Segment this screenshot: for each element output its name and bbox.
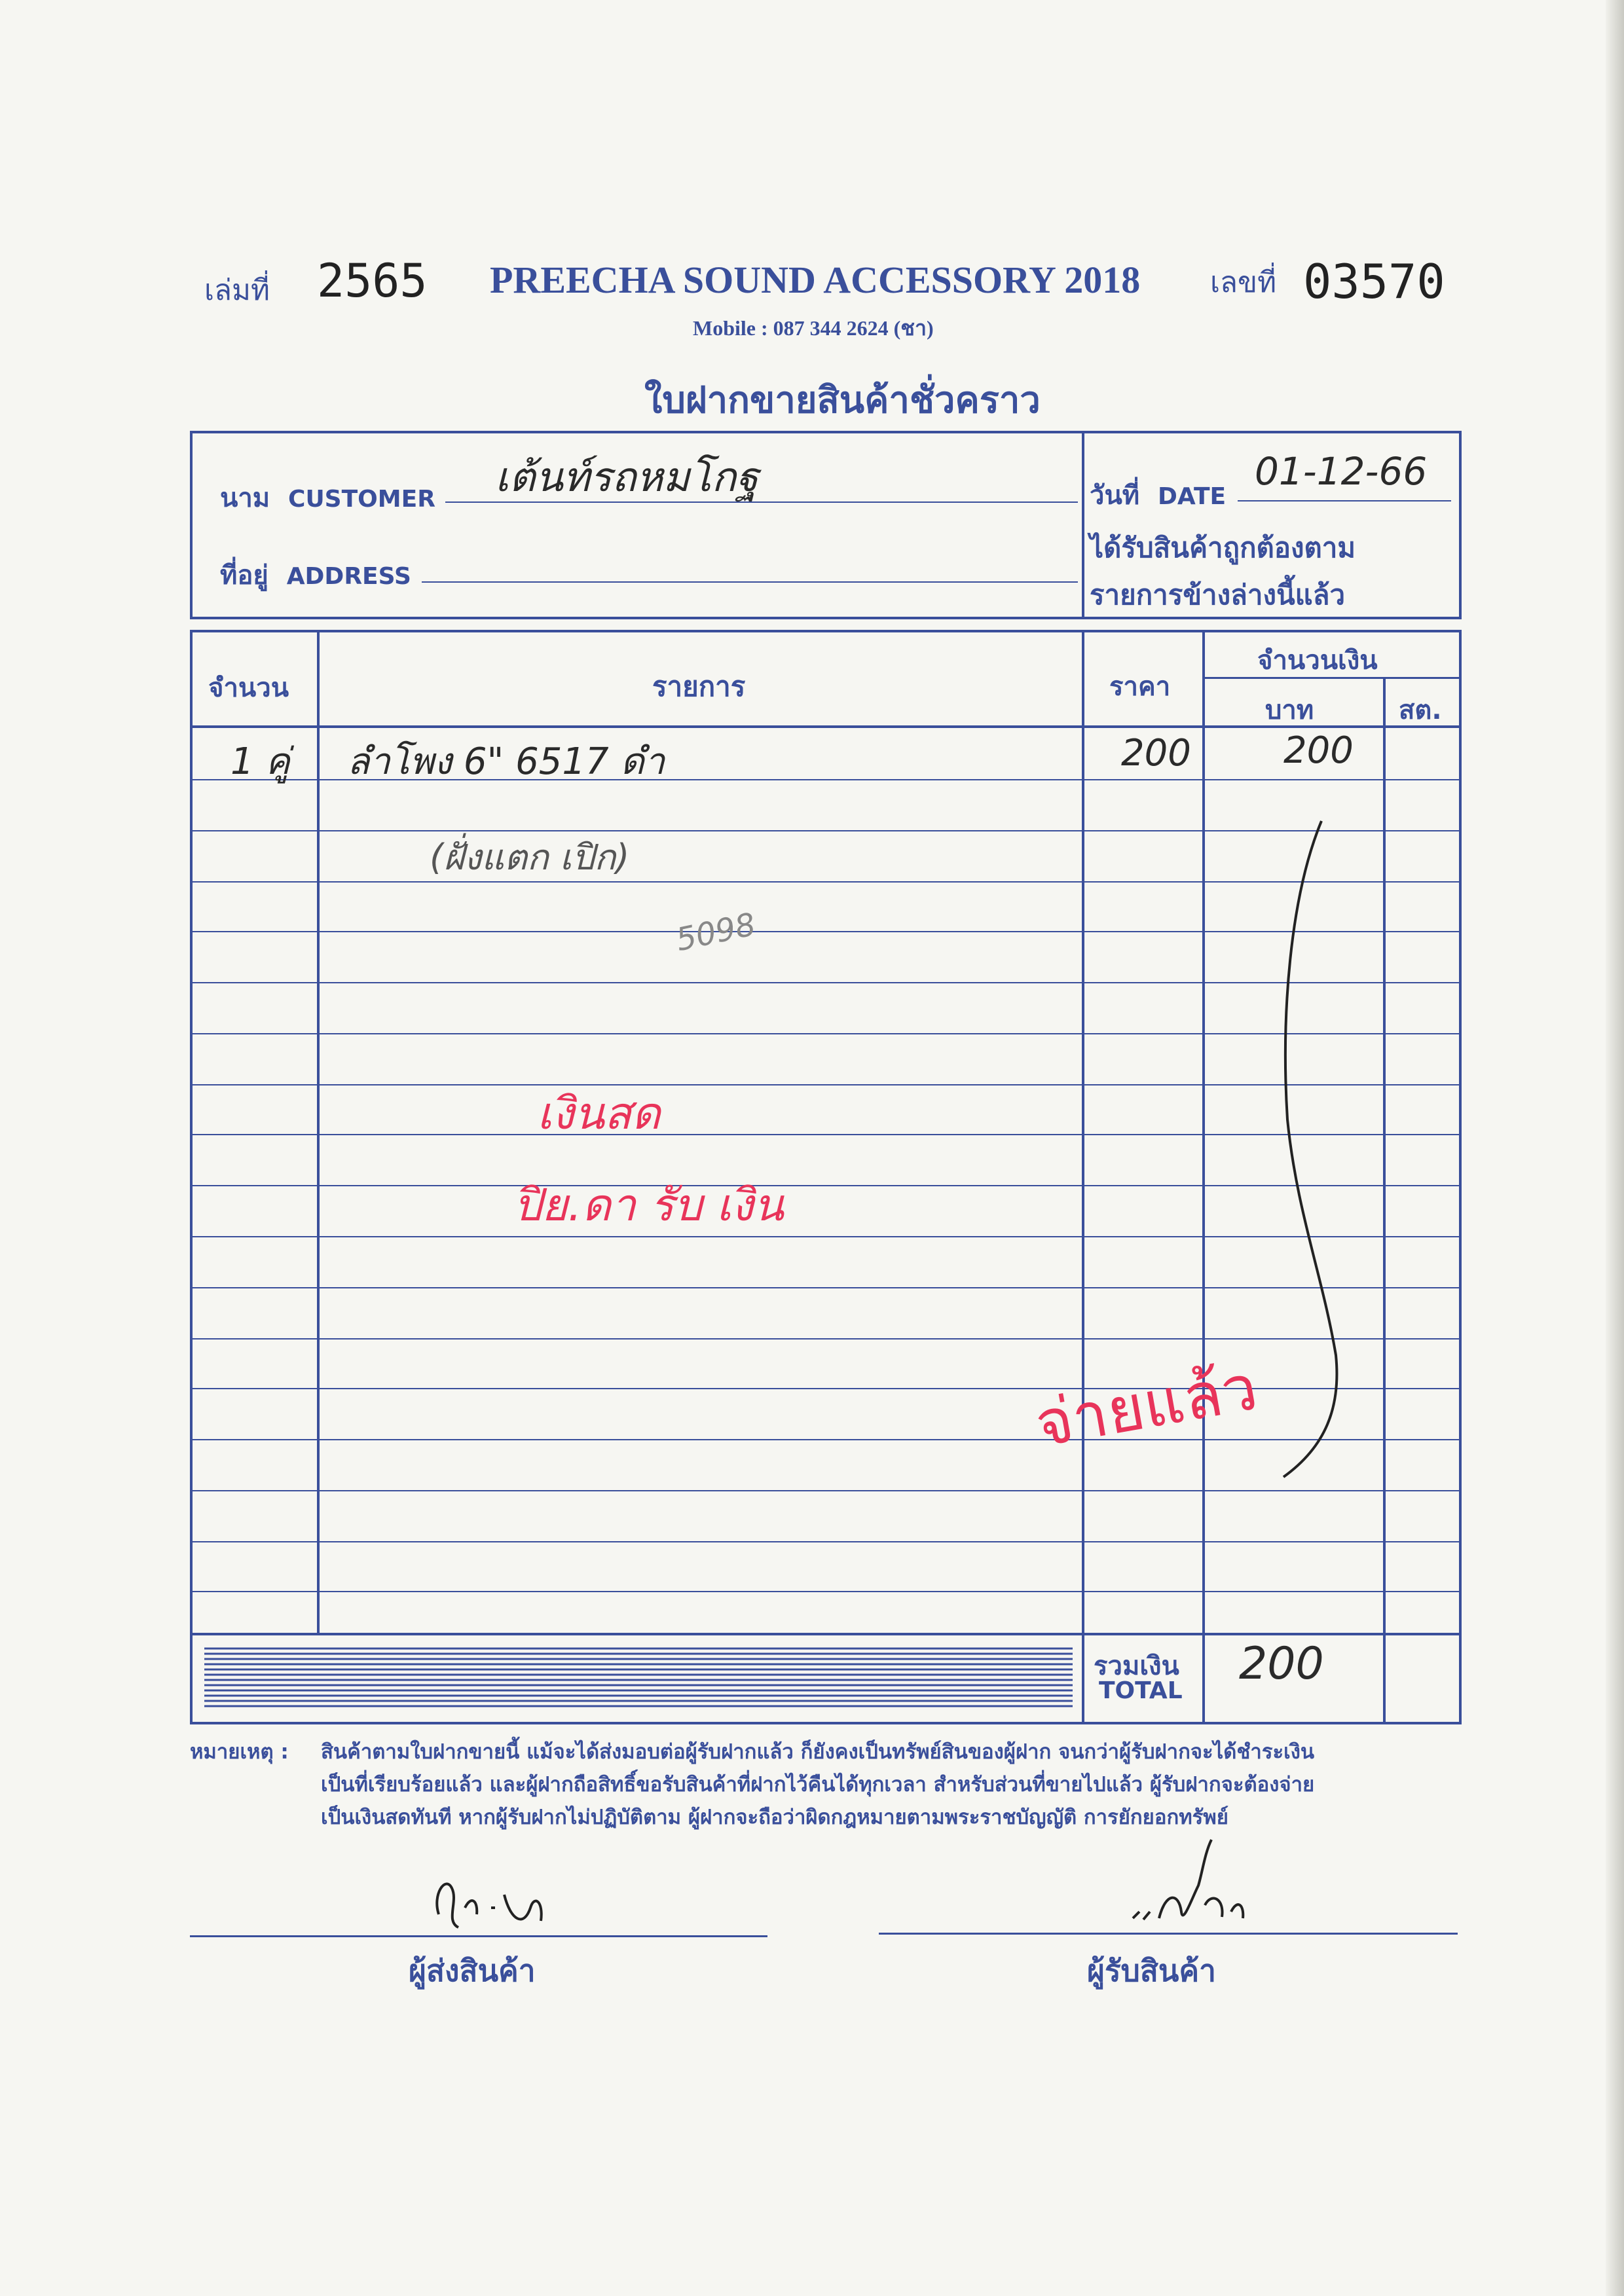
hatch-area (204, 1645, 1073, 1711)
table-row-line (190, 1591, 1462, 1592)
row-1-qty: 1 คู่ (231, 740, 290, 783)
address-line (422, 581, 1078, 583)
header-item: รายการ (652, 670, 746, 702)
sender-line (190, 1935, 767, 1937)
bracket-stroke (1270, 818, 1349, 1480)
date-line (1238, 500, 1451, 501)
remark-line-3: เป็นเงินสดทันที หากผู้รับฝากไม่ปฏิบัติตาม ผู้ฝากจะถือว่าผิดกฎหมายตามพระราชบัญญัติ การยักยอกทรัพย์ (321, 1806, 1228, 1829)
customer-label: นาม CUSTOMER (220, 483, 435, 513)
note-code: 5098 (673, 905, 759, 959)
row-1-price: 200 (1121, 732, 1191, 774)
note-paren: (ฝั่งแตก เปิก) (430, 837, 630, 878)
sender-label: ผู้ส่งสินค้า (409, 1953, 536, 1988)
received-line-1: ได้รับสินค้าถูกต้องตาม (1090, 532, 1356, 564)
book-number: 2565 (317, 254, 428, 308)
customer-name: เต้นท์รถหมโกฐ (495, 453, 759, 501)
company-name: PREECHA SOUND ACCESSORY 2018 (490, 259, 1141, 301)
header-amount: จำนวนเงิน (1257, 646, 1378, 676)
row-1-baht: 200 (1283, 729, 1354, 772)
stamp-received: ปิย.ดา รับ เงิน (513, 1180, 784, 1231)
item-col-divider (1082, 630, 1084, 1724)
price-col-divider (1202, 630, 1205, 1724)
receiver-line (879, 1933, 1458, 1935)
number-label: เลขที่ (1210, 266, 1277, 299)
row-1-item: ลำโพง 6" 6517 ดำ (347, 740, 665, 783)
receiver-label: ผู้รับสินค้า (1087, 1953, 1216, 1988)
satang-col-divider (1383, 677, 1386, 1724)
table-row-line (190, 1490, 1462, 1491)
paper-edge (1606, 0, 1624, 2296)
stamp-paid: จ่ายแล้ว (1030, 1350, 1263, 1462)
sender-signature (426, 1868, 570, 1941)
address-label: ที่อยู่ ADDRESS (220, 560, 411, 591)
header-satang: สต. (1399, 695, 1442, 725)
date-value: 01-12-66 (1255, 449, 1428, 494)
receiver-signature (1126, 1833, 1270, 1938)
total-top-line (190, 1633, 1462, 1635)
doc-number: 03570 (1303, 254, 1445, 309)
received-line-2: รายการข้างล่างนี้แล้ว (1090, 579, 1346, 611)
table-row-line (190, 1541, 1462, 1542)
mobile-number: Mobile : 087 344 2624 (ชา) (693, 316, 934, 340)
header-price: ราคา (1109, 672, 1171, 702)
customer-divider (1082, 431, 1084, 619)
total-label: รวมเงิน (1094, 1651, 1179, 1681)
date-label: วันที่ DATE (1090, 481, 1227, 511)
total-value: 200 (1239, 1638, 1324, 1690)
book-label: เล่มที่ (204, 274, 270, 307)
remark-label: หมายเหตุ : (190, 1740, 289, 1764)
header-qty: จำนวน (208, 673, 289, 703)
header-baht: บาท (1265, 695, 1314, 725)
remark-line-1: สินค้าตามใบฝากขายนี้ แม้จะได้ส่งมอบต่อผู้รับฝากแล้ว ก็ยังคงเป็นทรัพย์สินของผู้ฝาก จนกว่าผู้รับฝากจะได้ชำระเงิน (321, 1740, 1315, 1764)
total-label-en: TOTAL (1099, 1677, 1183, 1704)
remark-line-2: เป็นที่เรียบร้อยแล้ว และผู้ฝากถือสิทธิ์ขอรับสินค้าที่ฝากไว้คืนได้ทุกเวลา สำหรับส่วนที่ขายไปแล้ว ผู้รับฝากจะต้องจ่าย (321, 1773, 1315, 1796)
document-title: ใบฝากขายสินค้าชั่วคราว (644, 379, 1041, 422)
stamp-cash: เงินสด (537, 1088, 661, 1140)
